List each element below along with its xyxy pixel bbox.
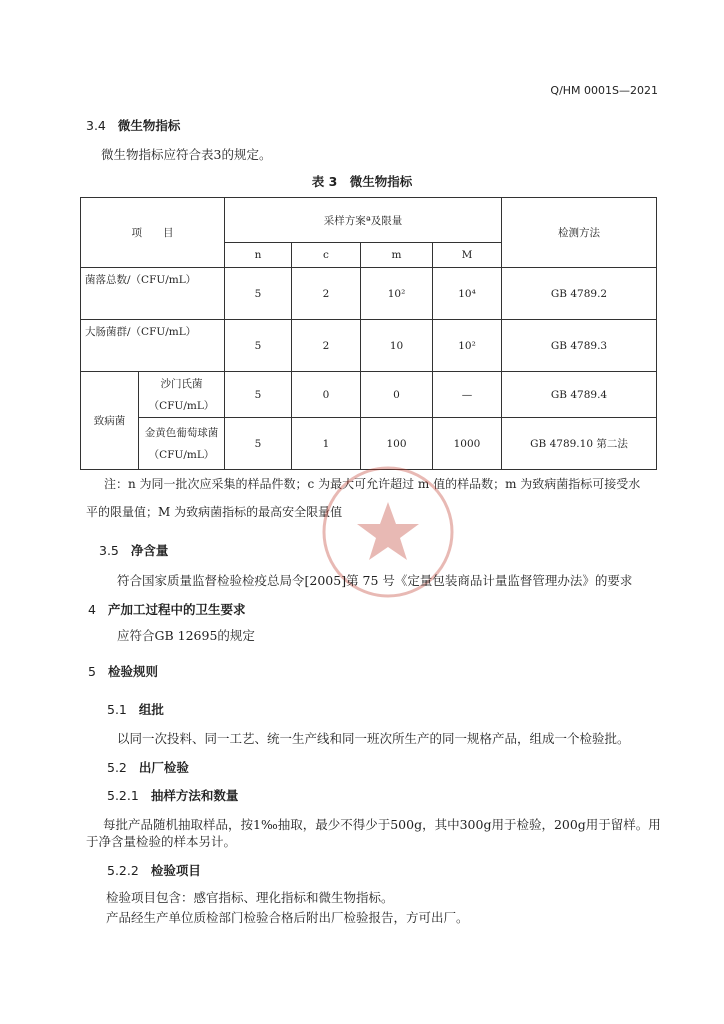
header-sampling: 采样方案ª及限量: [225, 198, 502, 243]
section-number: 4: [88, 602, 96, 617]
table-caption: 表 3 微生物指标: [311, 174, 413, 189]
section-title: 组批: [138, 702, 164, 717]
section-5-2-1-body-line-2: 于净含量检验的样本另计。: [86, 834, 237, 849]
row-item: [139, 372, 225, 418]
row-c: 2: [292, 320, 361, 372]
table-row: [81, 320, 657, 372]
section-title: 检验项目: [150, 863, 201, 878]
row-method: GB 4789.3: [502, 320, 657, 372]
section-title: 产加工过程中的卫生要求: [107, 602, 246, 617]
section-number: 5.2.1: [107, 788, 139, 803]
section-title: 微生物指标: [117, 118, 181, 133]
row-n: 5: [225, 268, 292, 320]
section-5-2-1-heading: [107, 786, 238, 804]
section-4-heading: [88, 600, 245, 618]
section-title: 抽样方法和数量: [150, 788, 239, 803]
row-c: 2: [292, 268, 361, 320]
section-5-heading: [88, 662, 158, 680]
header-method: 检测方法: [502, 198, 657, 268]
table-header-row: [81, 198, 657, 243]
row-method: GB 4789.2: [502, 268, 657, 320]
section-5-2-2-heading: [107, 861, 201, 879]
row-M: 1000: [433, 418, 502, 470]
section-3-4-heading: [86, 116, 180, 134]
row-m: 10²: [361, 268, 433, 320]
section-5-2-2-body-line-2: 产品经生产单位质检部门检验合格后附出厂检验报告，方可出厂。: [106, 910, 469, 925]
row-group-pathogen: 致病菌: [81, 372, 139, 470]
row-method: GB 4789.4: [502, 372, 657, 418]
section-3-5-heading: [99, 541, 168, 559]
section-number: 5: [88, 664, 96, 679]
header-n: n: [225, 243, 292, 268]
section-number: 5.2.2: [107, 863, 139, 878]
row-m: 100: [361, 418, 433, 470]
header-c: c: [292, 243, 361, 268]
row-item-name: 金黄色葡萄球菌: [144, 426, 219, 439]
section-title: 净含量: [130, 543, 169, 558]
section-4-body: 应符合GB 12695的规定: [117, 628, 255, 643]
row-c: 0: [292, 372, 361, 418]
row-item-unit: （CFU/mL）: [148, 448, 215, 461]
row-n: 5: [225, 372, 292, 418]
header-M: M: [433, 243, 502, 268]
table-row: [81, 268, 657, 320]
section-5-2-heading: [107, 758, 189, 776]
section-number: 3.5: [99, 543, 119, 558]
section-5-1-body: 以同一次投料、同一工艺、统一生产线和同一班次所生产的同一规格产品，组成一个检验批。: [117, 731, 630, 746]
row-c: 1: [292, 418, 361, 470]
header-m: m: [361, 243, 433, 268]
table-row: [81, 372, 657, 418]
section-number: 3.4: [86, 118, 106, 133]
section-title: 出厂检验: [138, 760, 189, 775]
table-note-line-2: 平的限量值；M 为致病菌指标的最高安全限量值: [86, 505, 343, 519]
row-item: 菌落总数/（CFU/mL）: [81, 268, 225, 320]
document-code: Q/HM 0001S—2021: [550, 84, 658, 97]
row-M: 10⁴: [433, 268, 502, 320]
row-M: —: [433, 372, 502, 418]
section-number: 5.2: [107, 760, 127, 775]
section-3-4-body: 微生物指标应符合表3的规定。: [101, 147, 272, 162]
section-5-1-heading: [107, 700, 164, 718]
section-5-2-1-body-line-1: 每批产品随机抽取样品，按1‰抽取，最少不得少于500g，其中300g用于检验，200g用于留样。用: [103, 817, 661, 832]
table-note-line-1: 注：n 为同一批次应采集的样品件数；c 为最大可允许超过 m 值的样品数；m 为致病菌指标可接受水: [104, 477, 641, 491]
row-m: 0: [361, 372, 433, 418]
header-item: 项 目: [81, 198, 225, 268]
row-item-name: 沙门氏菌: [160, 377, 203, 390]
row-m: 10: [361, 320, 433, 372]
row-n: 5: [225, 418, 292, 470]
microbial-table: [80, 197, 657, 470]
row-item-unit: （CFU/mL）: [148, 399, 215, 412]
section-5-2-2-body-line-1: 检验项目包含：感官指标、理化指标和微生物指标。: [106, 890, 394, 905]
row-method: GB 4789.10 第二法: [502, 418, 657, 470]
row-item: 大肠菌群/（CFU/mL）: [81, 320, 225, 372]
row-item: [139, 418, 225, 470]
row-M: 10²: [433, 320, 502, 372]
section-number: 5.1: [107, 702, 127, 717]
section-3-5-body: 符合国家质量监督检验检疫总局令[2005]第 75 号《定量包装商品计量监督管理办法》的要求: [117, 573, 633, 588]
row-n: 5: [225, 320, 292, 372]
section-title: 检验规则: [107, 664, 158, 679]
